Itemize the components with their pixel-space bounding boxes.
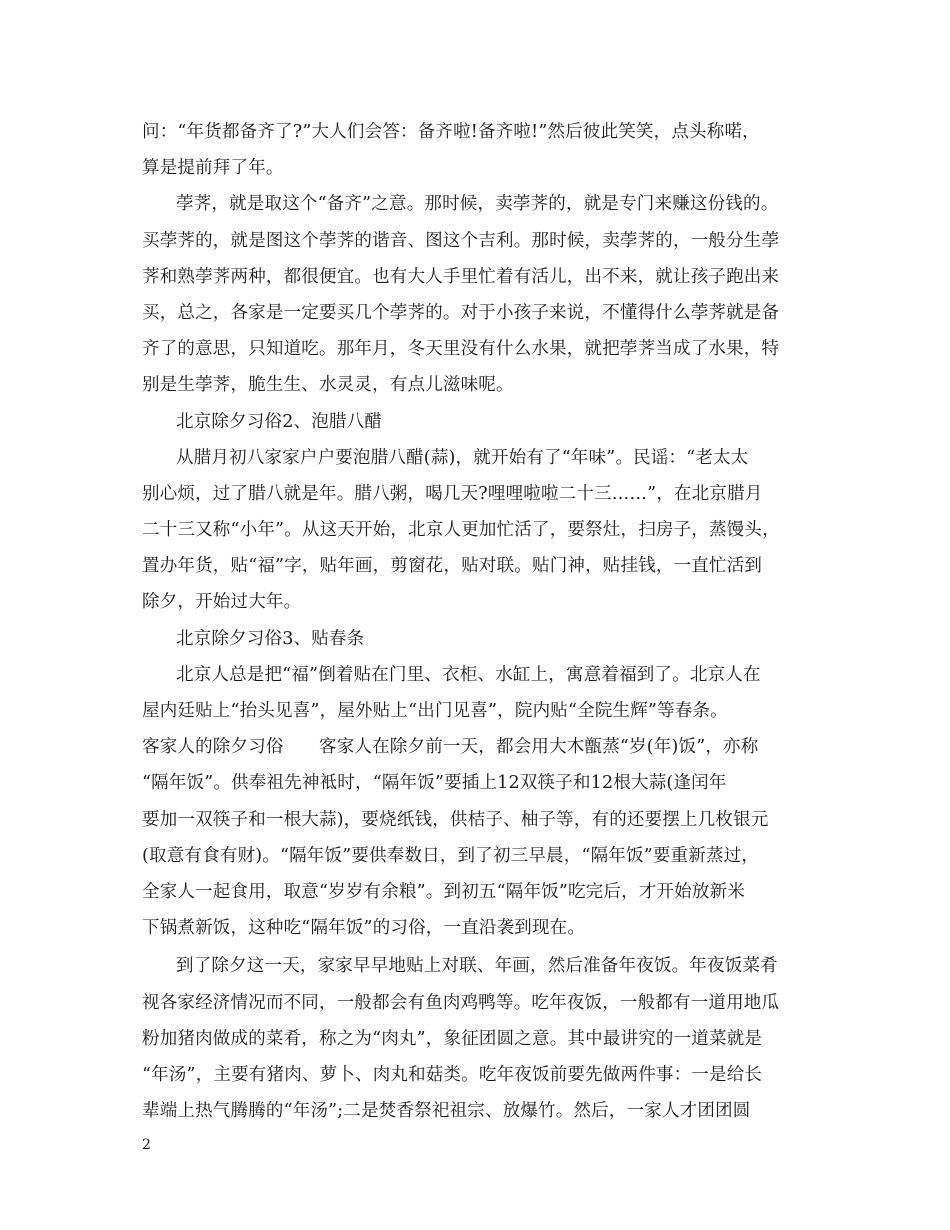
text-line: 北京人总是把“福”倒着贴在门里、衣柜、水缸上，寓意着福到了。北京人在	[176, 664, 761, 685]
text-line: 置办年货，贴“福”字，贴年画，剪窗花，贴对联。贴门神，贴挂钱，一直忙活到	[142, 556, 763, 577]
text-line: 除夕，开始过大年。	[142, 592, 302, 613]
text-line: 客家人的除夕习俗 客家人在除夕前一天，都会用大木甑蒸“岁(年)饭”，亦称	[142, 737, 759, 758]
text-line: 屋内廷贴上“抬头见喜”，屋外贴上“出门见喜”，院内贴“全院生辉”等春条。	[142, 701, 728, 721]
text-line: 要加一双筷子和一根大蒜)，要烧纸钱，供桔子、柚子等，有的还要摆上几枚银元	[142, 809, 769, 830]
text-line: 问：“年货都备齐了?”大人们会答：备齐啦!备齐啦!”然后彼此笑笑，点头称喏，	[142, 122, 760, 142]
text-line: 荠和熟荸荠两种，都很便宜。也有大人手里忙着有活儿，出不来，就让孩子跑出来	[142, 266, 780, 287]
text-line: 下锅煮新饭，这种吃“隔年饭”的习俗，一直沿袭到现在。	[142, 918, 586, 939]
text-line: 算是提前拜了年。	[142, 158, 284, 179]
text-line: 到了除夕这一天，家家早早地贴上对联、年画，然后准备年夜饭。年夜饭菜肴	[176, 956, 778, 977]
body-text	[142, 114, 810, 1129]
text-line: 买荸荠的，就是图这个荸荠的谐音、图这个吉利。那时候，卖荸荠的，一般分生荸	[142, 230, 780, 251]
text-line: 从腊月初八家家户户要泡腊八醋(蒜)，就开始有了“年味”。民谣：“老太太	[176, 447, 749, 468]
page-number: 2	[142, 1137, 151, 1153]
text-line: 别是生荸荠，脆生生、水灵灵，有点儿滋味呢。	[142, 375, 514, 396]
text-line: 二十三又称“小年”。从这天开始，北京人更加忙活了，要祭灶，扫房子，蒸馒头，	[142, 520, 780, 541]
text-line: 全家人一起食用，取意“岁岁有余粮”。到初五“隔年饭”吃完后，才开始放新米	[142, 881, 745, 902]
text-line: (取意有食有财)。“隔年饭”要供奉数日，到了初三早晨，“隔年饭”要重新蒸过，	[142, 845, 760, 866]
text-line: 荸荠，就是取这个“备齐”之意。那时候，卖荸荠的，就是专门来赚这份钱的。	[176, 194, 779, 215]
text-line: 齐了的意思，只知道吃。那年月，冬天里没有什么水果，就把荸荠当成了水果，特	[142, 339, 780, 360]
text-line: 别心烦，过了腊八就是年。腊八粥，喝几天?哩哩啦啦二十三……”，在北京腊月	[142, 483, 763, 504]
text-line: “年汤”，主要有猪肉、萝卜、肉丸和菇类。吃年夜饭前要先做两件事：一是给长	[142, 1064, 763, 1085]
text-line: 辈端上热气腾腾的“年汤”;二是焚香祭祀祖宗、放爆竹。然后，一家人才团团圆	[142, 1101, 751, 1122]
text-line: “隔年饭”。供奉祖先神袛时，“隔年饭”要插上12双筷子和12根大蒜(逢闰年	[142, 773, 727, 794]
text-line: 买，总之，各家是一定要买几个荸荠的。对于小孩子来说，不懂得什么荸荠就是备	[142, 302, 780, 323]
section-heading: 北京除夕习俗2、泡腊八醋	[176, 411, 383, 432]
section-heading: 北京除夕习俗3、贴春条	[176, 628, 365, 649]
text-line: 视各家经济情况而不同，一般都会有鱼肉鸡鸭等。吃年夜饭，一般都有一道用地瓜	[142, 992, 780, 1013]
text-line: 粉加猪肉做成的菜肴，称之为“肉丸”，象征团圆之意。其中最讲究的一道菜就是	[142, 1028, 763, 1049]
